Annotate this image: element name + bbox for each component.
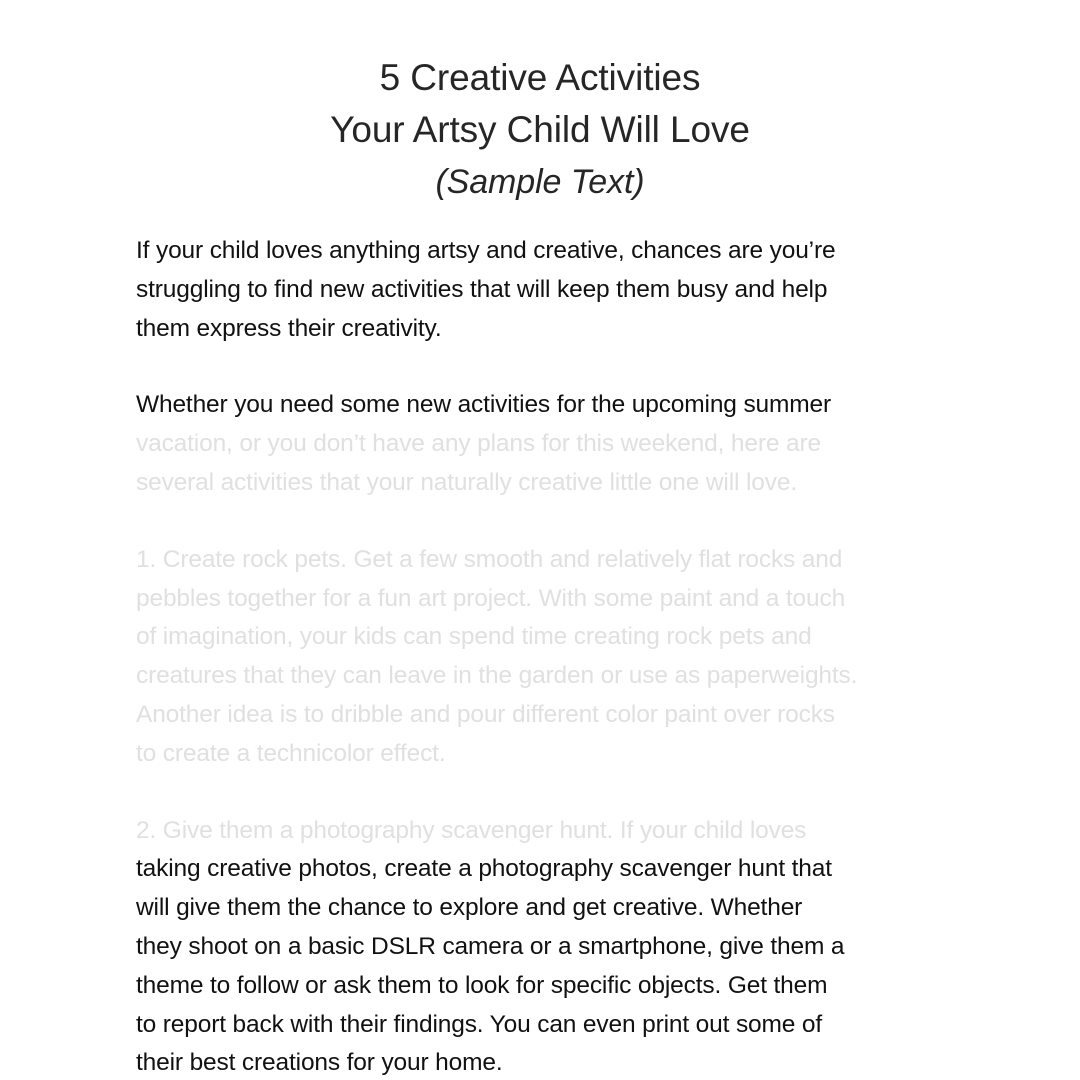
text-line: If your child loves anything artsy and creative, chances are you’re: [136, 237, 836, 264]
document-heading: [90, 52, 990, 208]
heading-line-3-sample-text: (Sample Text): [435, 163, 645, 201]
text-line: to create a technicolor effect.: [136, 739, 446, 767]
text-line: creatures that they can leave in the garden or use as paperweights.: [136, 662, 858, 690]
text-line: Whether you need some new activities for the upcoming summer: [136, 391, 832, 419]
text-line: will give them the chance to explore and get creative. Whether: [136, 894, 803, 922]
text-line: Another idea is to dribble and pour different color paint over rocks: [136, 700, 835, 728]
text-line: vacation, or you don’t have any plans for this weekend, here are: [136, 430, 821, 458]
text-line: struggling to find new activities that will keep them busy and help: [136, 275, 828, 303]
text-line: 1. Create rock pets. Get a few smooth and relatively flat rocks and: [136, 545, 843, 573]
text-line: of imagination, your kids can spend time creating rock pets and: [136, 623, 812, 651]
text-line: them express their creativity.: [136, 314, 442, 342]
paragraph-whether: [136, 386, 948, 502]
heading-line-1: 5 Creative Activities: [379, 57, 701, 98]
text-line: they shoot on a basic DSLR camera or a smartphone, give them a: [136, 932, 845, 960]
text-line: their best creations for your home.: [136, 1049, 503, 1077]
text-line: 2. Give them a photography scavenger hunt. If your child loves: [136, 816, 807, 844]
text-line: taking creative photos, create a photography scavenger hunt that: [136, 855, 832, 883]
text-line: several activities that your naturally creative little one will love.: [136, 468, 797, 496]
text-line: theme to follow or ask them to look for specific objects. Get them: [136, 971, 828, 999]
document-body: [136, 232, 948, 1080]
heading-line-2: Your Artsy Child Will Love: [330, 109, 750, 150]
paragraph-item-2-photography-scavenger-hunt: [136, 812, 948, 1080]
text-line: pebbles together for a fun art project. With some paint and a touch: [136, 584, 846, 612]
text-line: to report back with their findings. You can even print out some of: [136, 1010, 823, 1038]
paragraph-item-1-rock-pets: [136, 541, 948, 774]
paragraph-intro: [136, 232, 948, 348]
